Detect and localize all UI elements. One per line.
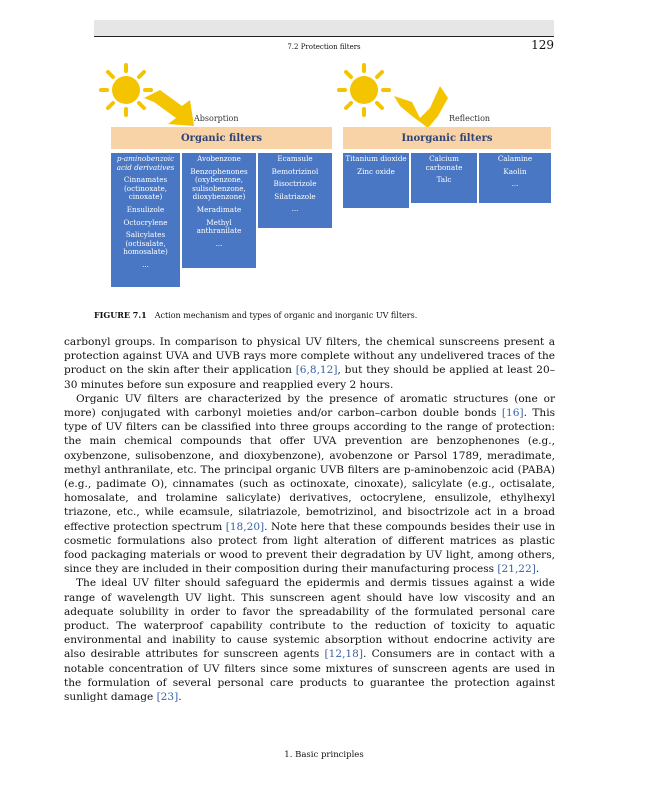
absorption-label: Absorption <box>194 114 239 123</box>
filter-item: Cinnamates (octinoxate, cinoxate) <box>123 175 168 202</box>
paragraph-text: The ideal UV filter should safeguard the epidermis and dermis tissues against a wide range of wavelength UV light. This sunscreen agent should have low viscosity and an adequate solubility in order to favor the spreadability of the formulated personal care product. The waterproof capability contribute to the reduction of toxicity to aquatic environmental and inability to cause systemic absorption without endocrine activity are also desirable attributes for sunscreen agents <box>64 577 555 661</box>
filter-item: Meradimate <box>196 204 242 214</box>
paragraph <box>64 335 555 392</box>
filter-item: Talc <box>436 175 452 185</box>
filter-item: ... <box>291 204 299 214</box>
paragraph-text: . <box>535 563 540 576</box>
citation-link[interactable]: [12,18] <box>324 648 363 661</box>
filter-item: Calamine <box>497 154 533 163</box>
filter-item: Zinc oxide <box>357 166 395 176</box>
filter-item: Ensulizole <box>126 204 165 214</box>
inorganic-column-3 <box>479 153 551 203</box>
figure-caption <box>94 310 554 320</box>
arrow-icon <box>144 90 194 126</box>
filter-item: Methyl anthranilate <box>196 217 242 236</box>
paragraph-text: carbonyl groups. In comparison to physical UV filters, the chemical sunscreens present a protection against UVA and UVB rays more complete without any undelivered traces of the product on the skin after their application <box>64 336 555 377</box>
sun-icon <box>339 65 389 115</box>
citation-link[interactable]: [16] <box>501 407 524 420</box>
filter-item: Silatriazole <box>274 191 316 201</box>
figure-uv-filters <box>94 60 554 310</box>
reflection-label: Reflection <box>449 114 491 123</box>
organic-column-2 <box>182 153 256 268</box>
sun-icon <box>101 65 151 115</box>
filter-item: Octocrylene <box>123 217 168 227</box>
page-number: 129 <box>531 38 554 52</box>
filter-item: Salicylates (octisalate, homosalate) <box>123 230 168 257</box>
citation-link[interactable]: [21,22] <box>497 563 536 576</box>
filter-item: p-aminobenzoic acid derivatives <box>116 154 175 172</box>
filter-item: Calcium carbonate <box>425 154 463 172</box>
paragraph <box>64 576 555 704</box>
paragraph <box>64 392 555 577</box>
filter-item: Bisoctrizole <box>273 179 317 189</box>
filter-item: Avobenzone <box>197 154 241 163</box>
paragraph-text: . Consumers are in contact with a notable concentration of UV filters since some mixtures of sunscreen agents are used in the formulation of several personal care products to guarantee the protection against sunlight damage <box>64 648 555 704</box>
running-head: 7.2 Protection filters <box>287 43 361 51</box>
filter-item: Benzophenones (oxybenzone, sulisobenzone, dioxybenzone) <box>190 166 248 202</box>
paragraph-text: . <box>178 691 182 704</box>
paragraph-text: . Note here that these compounds besides their use in cosmetic formulations also protect from light alteration of different matrices as plastic food packaging materials or wood to prevent their degradation by UV light, among others, since they are included in their composition during their manufacturing process <box>64 520 555 576</box>
organic-filters-header: Organic filters <box>111 127 332 149</box>
header-band <box>94 20 554 36</box>
footer: 1. Basic principles <box>284 750 364 760</box>
inorganic-column-1 <box>343 153 409 208</box>
paragraph-text: , but they should be applied at least 20–30 minutes before sun exposure and reapplied every 2 hours. <box>64 364 555 391</box>
filter-item: ... <box>511 179 519 189</box>
caption-text: Action mechanism and types of organic and inorganic UV filters. <box>154 311 418 320</box>
header-rule <box>94 36 554 37</box>
organic-column-3 <box>258 153 332 228</box>
citation-link[interactable]: [23] <box>156 691 179 704</box>
citation-link[interactable]: [6,8,12] <box>295 364 338 377</box>
filter-item: Titanium dioxide <box>345 154 407 163</box>
filter-item: ... <box>215 238 223 248</box>
citation-link[interactable]: [18,20] <box>225 520 265 533</box>
paragraph-text: Organic UV filters are characterized by the presence of aromatic structures (one or more) conjugated with carbonyl moieties and/or carbon–carbon double bonds <box>64 392 555 420</box>
organic-column-1 <box>111 153 180 287</box>
arrow-icon <box>394 86 448 128</box>
filter-item: Kaolin <box>503 166 527 176</box>
filter-item: ... <box>142 259 149 269</box>
inorganic-column-2 <box>411 153 477 203</box>
filter-item: Ecamsule <box>277 154 313 163</box>
body-text <box>64 335 555 704</box>
figure-label: FIGURE 7.1 <box>94 310 147 320</box>
inorganic-filters-header: Inorganic filters <box>343 127 551 149</box>
paragraph-text: . This type of UV filters can be classified into three groups according to the range of protection: the main chemical compounds that offer UVA prevention are benzophenones (e.g., oxybenzone, sulisobenzone, and dioxybenzone), avobenzone or Parsol 1789, meradimate, methyl anthranilate, etc. The principal organic UVB filters are p-aminobenzoic acid (PABA) (e.g., padimate O), cinnamates (such as octinoxate, cinoxate), salicylate (e.g., octisalate, homosalate, and trolamine salicylate) derivatives, octocrylene, ensulizole, ethylhexyl triazone, etc., while ecamsule, silatriazole, bemotrizinol, and bisoctrizole act in a broad effective protection spectrum <box>64 407 555 533</box>
filter-item: Bemotrizinol <box>271 166 319 176</box>
